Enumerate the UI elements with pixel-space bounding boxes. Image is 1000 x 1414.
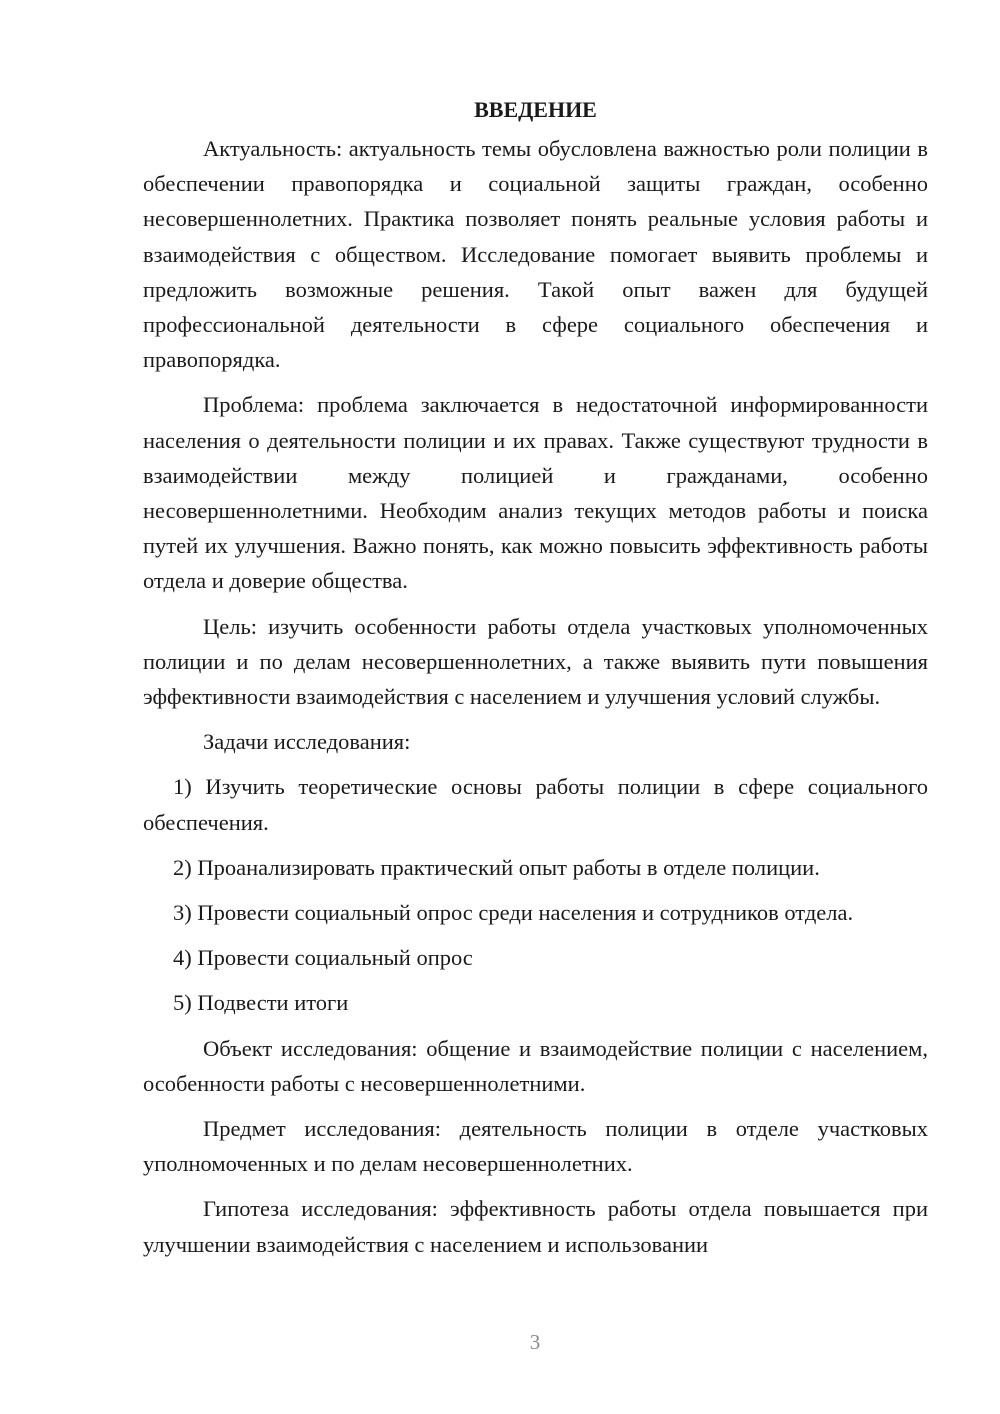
page-number: 3 <box>529 1330 541 1354</box>
page-title: ВВЕДЕНИЕ <box>474 97 597 122</box>
subject-paragraph: Предмет исследования: деятельность полиции в отделе участковых уполномоченных и по делам несовершеннолетних. <box>143 1116 928 1177</box>
problem-paragraph: Проблема: проблема заключается в недостаточной информированности населения о деятельности полиции и их правах. Также существуют трудности в взаимодействии между полицией и гражданами, особенно несовершеннолетними. Необходим анализ текущих методов работы и поиска путей их улучшения. Важно понять, как можно повысить эффективность работы отдела и доверие общества. <box>143 392 928 594</box>
relevance-paragraph: Актуальность: актуальность темы обусловлена важностью роли полиции в обеспечении правопорядка и социальной защиты граждан, особенно несовершеннолетних. Практика позволяет понять реальные условия работы и взаимодействия с обществом. Исследование помогает выявить проблемы и предложить возможные решения. Такой опыт важен для будущей профессиональной деятельности в сфере социального обеспечения и правопорядка. <box>143 136 928 373</box>
tasks-heading: Задачи исследования: <box>203 729 411 755</box>
task-item: 4) Провести социальный опрос <box>173 945 473 971</box>
goal-paragraph: Цель: изучить особенности работы отдела участковых уполномоченных полиции и по делам несовершеннолетних, а также выявить пути повышения эффективности взаимодействия с населением и улучшения условий службы. <box>143 613 928 710</box>
document-body <box>143 92 928 1262</box>
task-item: 1) Изучить теоретические основы работы полиции в сфере социального обеспечения. <box>143 774 928 835</box>
task-item: 5) Подвести итоги <box>173 990 349 1016</box>
task-item: 3) Провести социальный опрос среди населения и сотрудников отдела. <box>173 900 854 926</box>
object-paragraph: Объект исследования: общение и взаимодействие полиции с населением, особенности работы с несовершеннолетними. <box>143 1035 928 1096</box>
task-item: 2) Проанализировать практический опыт работы в отделе полиции. <box>173 854 820 880</box>
hypothesis-paragraph: Гипотеза исследования: эффективность работы отдела повышается при улучшении взаимодействия с населением и использовании <box>143 1196 928 1257</box>
